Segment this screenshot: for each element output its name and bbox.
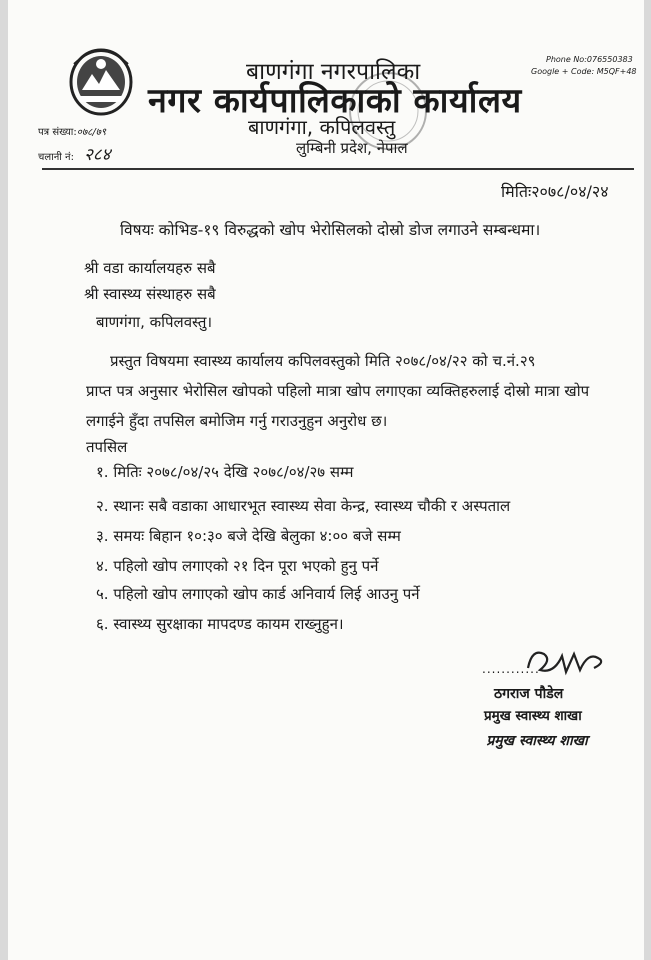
body-line: लगाईने हुँदा तपसिल बमोजिम गर्नु गराउनुहुन अनुरोध छ। [86,412,388,430]
reference-label: पत्र संख्या: [38,127,77,138]
letter-page [8,0,644,960]
letter-subject: विषयः कोभिड-१९ विरुद्धको खोप भेरोसिलको दोस्रो डोज लगाउने सम्बन्धमा। [120,221,541,239]
phone-number: Phone No:076550383 [546,55,633,64]
addressee-line: श्री वडा कार्यालयहरु सबै [84,259,216,277]
office-title: नगर कार्यपालिकाको कार्यालय [148,81,522,121]
body-line: प्रस्तुत विषयमा स्वास्थ्य कार्यालय कपिलवस्तुको मिति २०७८/०४/२२ को च.नं.२९ [110,352,536,370]
list-item: ४. पहिलो खोप लगाएको २१ दिन पूरा भएको हुनु पर्ने [96,557,379,575]
signature-dots: ............ [482,662,540,676]
reference-number [38,124,106,138]
list-item: २. स्थानः सबै वडाका आधारभूत स्वास्थ्य सेवा केन्द्र, स्वास्थ्य चौकी र अस्पताल [96,497,511,515]
dispatch-number [38,142,111,165]
body-line: प्राप्त पत्र अनुसार भेरोसिल खोपको पहिलो मात्रा खोप लगाएका व्यक्तिहरुलाई दोस्रो मात्रा खोप [86,382,590,400]
reference-value: ०७८/७९ [76,127,107,138]
header-divider [42,168,634,170]
list-item: १. मितिः २०७८/०४/२५ देखि २०७८/०४/२७ सम्म [96,463,354,481]
letter-date: मितिः२०७८/०४/२४ [501,182,609,201]
municipality-emblem-icon [66,44,136,122]
signer-name: ठगराज पौडेल [494,686,564,702]
municipality-name: बाणगंगा नगरपालिका [246,59,421,85]
list-item: ३. समयः बिहान १०:३० बजे देखि बेलुका ४:०० बजे सम्म [96,527,401,545]
letter-body [86,346,642,436]
dispatch-label: चलानी नं: [38,152,74,163]
plus-code: Google + Code: M5QF+48 [531,67,637,76]
signer-post: प्रमुख स्वास्थ्य शाखा [484,708,582,724]
list-item: ६. स्वास्थ्य सुरक्षाका मापदण्ड कायम राख्नुहुन। [96,615,344,633]
list-item: ५. पहिलो खोप लगाएको खोप कार्ड अनिवार्य लिई आउनु पर्ने [96,585,420,603]
addressee-line: श्री स्वास्थ्य संस्थाहरु सबै [84,285,216,303]
list-heading: तपसिल [86,438,128,456]
addressee-line: बाणगंगा, कपिलवस्तु। [96,313,213,331]
dispatch-value: २८४ [83,145,111,165]
district-line: बाणगंगा, कपिलवस्तु [248,115,396,139]
handwritten-signature-icon [522,644,612,682]
province-line: लुम्बिनी प्रदेश, नेपाल [296,139,408,157]
designation-stamp: प्रमुख स्वास्थ्य शाखा [486,733,588,749]
